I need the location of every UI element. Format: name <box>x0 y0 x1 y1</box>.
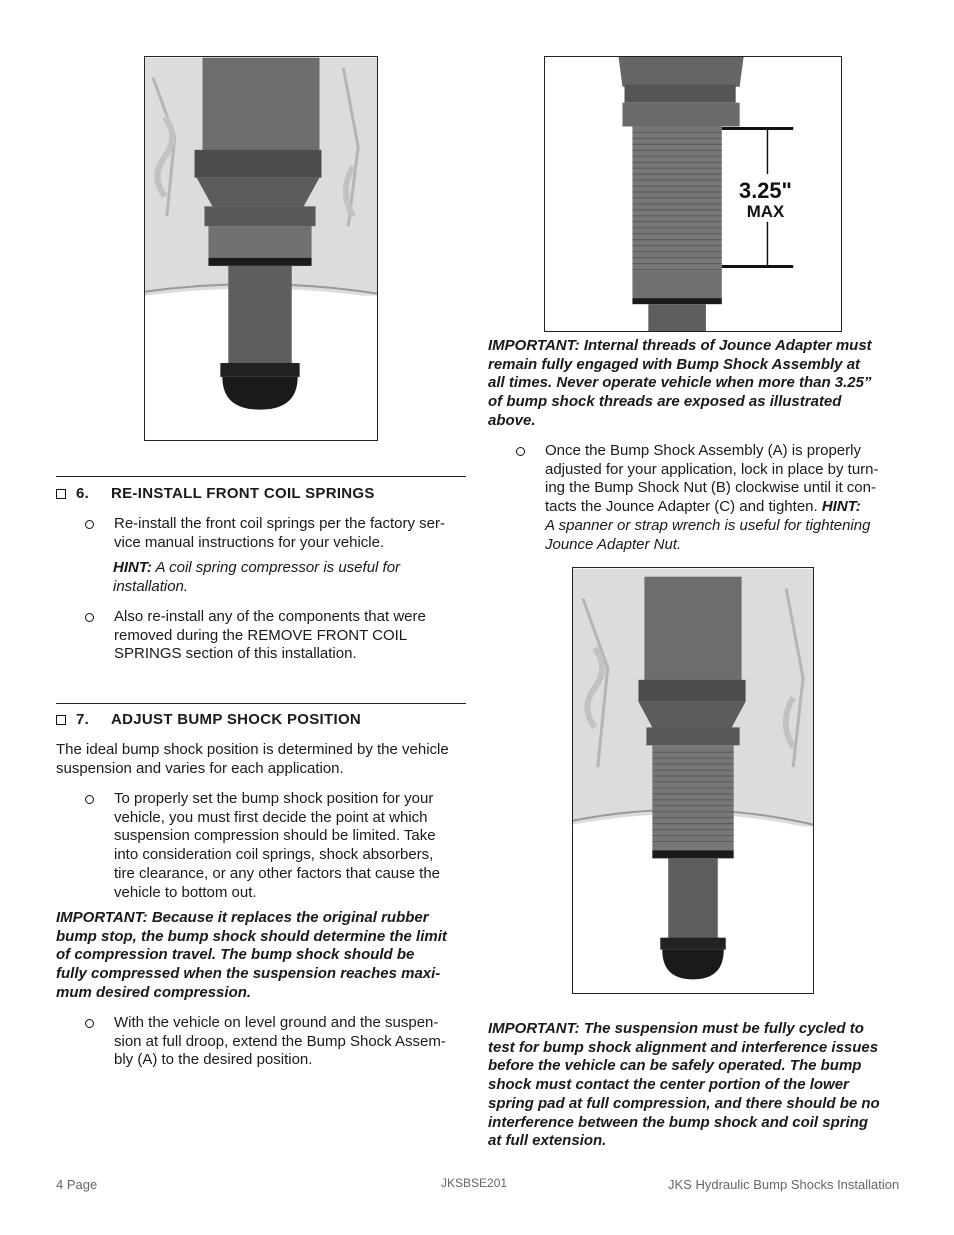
dimension-value: 3.25" <box>739 177 792 203</box>
figure-bump-shock-installed <box>144 56 378 441</box>
right-important-1: IMPORTANT: Internal threads of Jounce Adapter must remain fully engaged with Bump Shock Assembly at all times. Never operate vehicle when more than 3.25” of bump shock threads are exposed as illustrated above. <box>488 337 872 429</box>
section-7-number: 7. <box>76 711 90 728</box>
footer-doc-title: JKS Hydraulic Bump Shocks Installation <box>668 1177 900 1192</box>
footer-doc-code: JKSBSE201 <box>441 1176 508 1190</box>
right-bullet-main: Once the Bump Shock Assembly (A) is properly adjusted for your application, lock in place by turn- ing the Bump Shock Nut (B) clockwise until it con- tacts the Jounce Adapter (C) and tighten. <box>545 442 879 516</box>
section-6-bullet-1-text: Re-install the front coil springs per the factory ser- vice manual instructions for your vehicle. <box>114 515 445 551</box>
circle-bullet-icon <box>516 447 525 456</box>
figure-bump-shock-adjusted <box>572 567 814 994</box>
checkbox-icon[interactable] <box>56 715 66 725</box>
bump-shock-illustration <box>145 57 377 440</box>
adjusted-shock-illustration <box>573 568 813 993</box>
section-7-divider <box>56 703 466 704</box>
section-7-heading <box>56 711 361 728</box>
section-6-number: 6. <box>76 485 90 502</box>
section-6-divider <box>56 476 466 477</box>
right-bullet-hint-label: HINT: <box>821 498 861 516</box>
hint-label: HINT: <box>113 559 152 576</box>
circle-bullet-icon <box>85 1019 94 1028</box>
thread-exposure-illustration <box>545 57 841 331</box>
section-7-intro: The ideal bump shock position is determined by the vehicle suspension and varies for each application. <box>56 741 449 777</box>
hint-text: A coil spring compressor is useful for installation. <box>113 559 401 595</box>
right-bullet-text <box>545 442 879 554</box>
section-6-hint <box>113 559 400 596</box>
circle-bullet-icon <box>85 613 94 622</box>
circle-bullet-icon <box>85 520 94 529</box>
figure-thread-exposure <box>544 56 842 332</box>
checkbox-icon[interactable] <box>56 489 66 499</box>
right-bullet-hint-text: A spanner or strap wrench is useful for tightening Jounce Adapter Nut. <box>545 516 871 553</box>
dimension-unit: MAX <box>746 201 785 221</box>
circle-bullet-icon <box>85 795 94 804</box>
section-6-heading <box>56 485 375 502</box>
section-7-important: IMPORTANT: Because it replaces the original rubber bump stop, the bump shock should determine the limit of compression travel. The bump shock should be fully compressed when the suspension reaches maxi- mum desired compression. <box>56 909 447 1001</box>
section-7-bullet-1-text: To properly set the bump shock position for your vehicle, you must first decide the point at which suspension compression should be limited. Take into consideration coil springs, shock absorbers, tire clearance, or any other factors that cause the vehicle to bottom out. <box>114 790 441 901</box>
section-7-title: ADJUST BUMP SHOCK POSITION <box>111 711 362 728</box>
footer-page-number: 4 Page <box>56 1177 98 1192</box>
section-6-title: RE-INSTALL FRONT COIL SPRINGS <box>111 485 375 502</box>
right-important-2: IMPORTANT: The suspension must be fully cycled to test for bump shock alignment and interference issues before the vehicle can be safely operated. The bump shock must contact the center portion of the lower spring pad at full compression, and there should be no interference between the bump shock and coil spring at full extension. <box>488 1020 880 1150</box>
section-7-bullet-2-text: With the vehicle on level ground and the suspen- sion at full droop, extend the Bump Shock Assem- bly (A) to the desired position. <box>114 1014 446 1069</box>
section-6-bullet-2-text: Also re-install any of the components that were removed during the REMOVE FRONT COIL SPRINGS section of this installation. <box>114 608 426 663</box>
